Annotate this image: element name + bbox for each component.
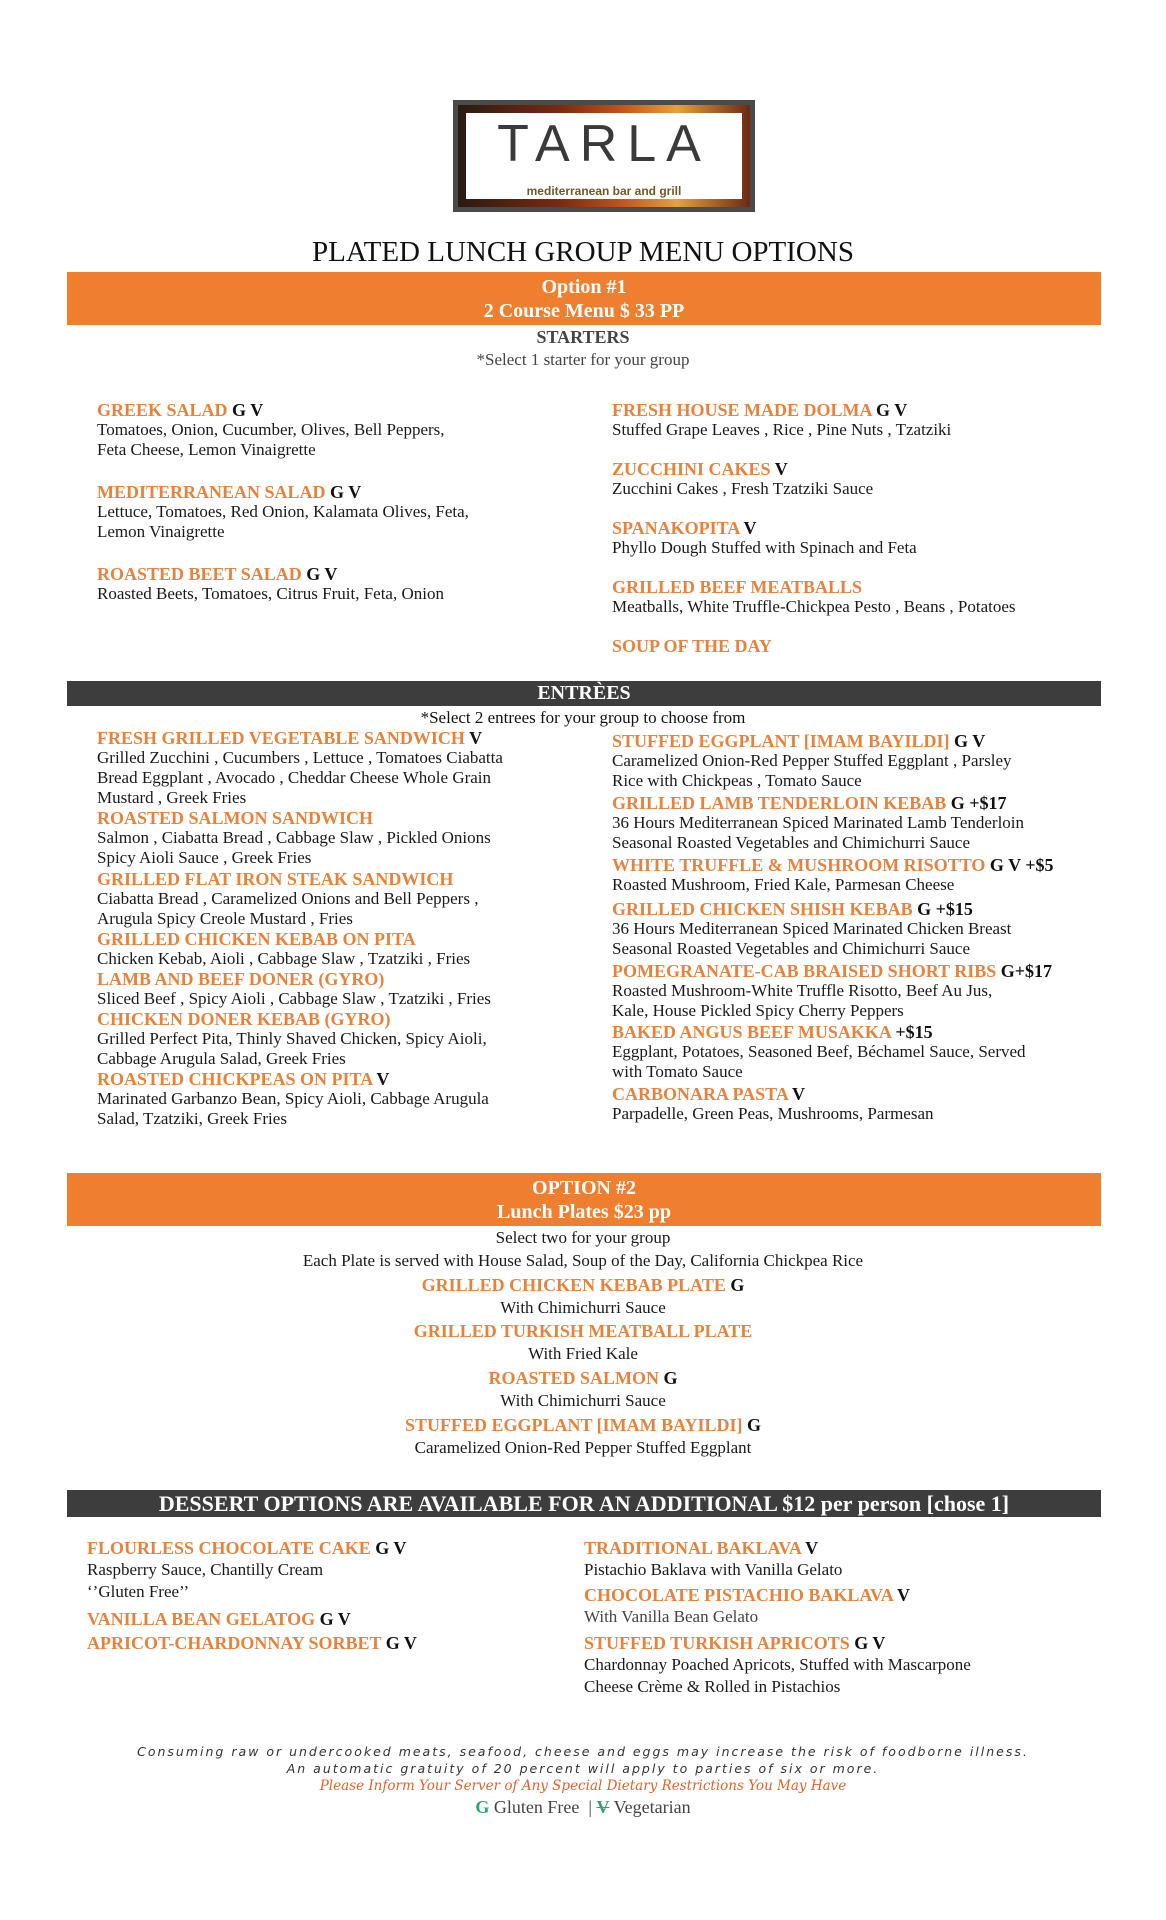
item-desc: Kale, House Pickled Spicy Cherry Peppers <box>612 1001 904 1020</box>
item-name: GRILLED TURKISH MEATBALL PLATE <box>413 1321 753 1341</box>
item-name: GRILLED CHICKEN KEBAB PLATE <box>421 1275 726 1295</box>
item-name: MEDITERRANEAN SALAD <box>97 482 326 502</box>
dietary-tags: G V <box>319 1609 351 1629</box>
item-desc: Caramelized Onion-Red Pepper Stuffed Eggplant <box>414 1438 752 1457</box>
item-desc: Eggplant, Potatoes, Seasoned Beef, Béchamel Sauce, Served <box>612 1042 1026 1061</box>
option2-band <box>67 1173 1101 1226</box>
option1-heading: Option #1 <box>541 276 627 298</box>
item-name: ROASTED SALMON <box>488 1368 659 1388</box>
entree-chickpeas-pita <box>97 1069 489 1129</box>
footer-gratuity: An automatic gratuity of 20 percent will apply to parties of six or more. <box>286 1761 880 1776</box>
item-desc: Ciabatta Bread , Caramelized Onions and Bell Peppers , <box>97 889 479 908</box>
item-desc: Meatballs, White Truffle-Chickpea Pesto , Beans , Potatoes <box>612 597 1016 616</box>
item-name: VANILLA BEAN GELATOG <box>87 1609 316 1629</box>
item-name: ZUCCHINI CAKES <box>612 459 771 479</box>
page-title: PLATED LUNCH GROUP MENU OPTIONS <box>312 236 854 268</box>
starter-dolma <box>612 400 951 440</box>
dietary-tags: V <box>743 518 757 538</box>
restaurant-logo <box>453 100 755 212</box>
dietary-legend <box>0 1797 1166 1818</box>
plate-stuffed-eggplant <box>0 1414 1166 1459</box>
dietary-tags: G +$15 <box>917 899 973 919</box>
vegetarian-icon: V <box>596 1797 610 1817</box>
item-desc: With Fried Kale <box>528 1344 638 1363</box>
option2-subheading: Lunch Plates $23 pp <box>497 1201 671 1223</box>
item-name: WHITE TRUFFLE & MUSHROOM RISOTTO <box>612 855 986 875</box>
dietary-tags: G+$17 <box>1000 961 1053 981</box>
item-desc: Roasted Mushroom, Fried Kale, Parmesan Cheese <box>612 875 955 894</box>
item-desc: Grilled Zucchini , Cucumbers , Lettuce , Tomatoes Ciabatta <box>97 748 503 767</box>
item-desc: With Vanilla Bean Gelato <box>584 1607 759 1626</box>
item-desc: Cheese Crème & Rolled in Pistachios <box>584 1677 841 1696</box>
entree-chicken-doner <box>97 1009 487 1069</box>
starter-zucchini-cakes <box>612 459 873 499</box>
item-name: FLOURLESS CHOCOLATE CAKE <box>87 1538 371 1558</box>
item-name: BAKED ANGUS BEEF MUSAKKA <box>612 1022 891 1042</box>
item-desc: Feta Cheese, Lemon Vinaigrette <box>97 440 316 459</box>
item-name: GRILLED LAMB TENDERLOIN KEBAB <box>612 793 947 813</box>
item-desc: Bread Eggplant , Avocado , Cheddar Cheese Whole Grain <box>97 768 492 787</box>
item-desc: Grilled Perfect Pita, Thinly Shaved Chicken, Spicy Aioli, <box>97 1029 487 1048</box>
dietary-tags: G V <box>330 482 362 502</box>
starter-spanakopita <box>612 518 917 558</box>
item-name: GREEK SALAD <box>97 400 228 420</box>
item-desc: Lemon Vinaigrette <box>97 522 225 541</box>
plate-turkish-meatball <box>0 1320 1166 1365</box>
item-name: APRICOT-CHARDONNAY SORBET <box>87 1633 382 1653</box>
dietary-tags: G <box>730 1275 745 1295</box>
dietary-tags: V <box>805 1538 819 1558</box>
dessert-apricot-sorbet <box>87 1633 417 1653</box>
item-name: CHICKEN DONER KEBAB (GYRO) <box>97 1009 391 1029</box>
dietary-tags: V <box>774 459 788 479</box>
item-name: GRILLED BEEF MEATBALLS <box>612 577 863 597</box>
plate-chicken-kebab <box>0 1274 1166 1319</box>
entrees-note: *Select 2 entrees for your group to choose from <box>420 708 746 727</box>
item-name: LAMB AND BEEF DONER (GYRO) <box>97 969 385 989</box>
entree-lamb-tenderloin <box>612 793 1024 853</box>
logo-subtitle: mediterranean bar and grill <box>526 184 682 198</box>
starter-soup-of-the-day <box>612 636 772 656</box>
entree-carbonara <box>612 1084 934 1124</box>
dietary-tags: G V <box>385 1633 417 1653</box>
dietary-tags: G V <box>876 400 908 420</box>
footer-dietary-note: Please Inform Your Server of Any Special Dietary Restrictions You May Have <box>319 1778 847 1794</box>
dietary-tags: G +$17 <box>950 793 1007 813</box>
entree-stuffed-eggplant <box>612 731 1012 791</box>
item-desc: Caramelized Onion-Red Pepper Stuffed Eggplant , Parsley <box>612 751 1012 770</box>
item-name: CHOCOLATE PISTACHIO BAKLAVA <box>584 1585 893 1605</box>
logo-inner <box>466 113 742 199</box>
item-desc: Rice with Chickpeas , Tomato Sauce <box>612 771 862 790</box>
option1-band <box>67 272 1101 325</box>
legend-separator: | <box>588 1797 592 1817</box>
dietary-tags: G V +$5 <box>989 855 1054 875</box>
dessert-turkish-apricots <box>584 1633 971 1697</box>
item-desc: 36 Hours Mediterranean Spiced Marinated Chicken Breast <box>612 919 1012 938</box>
item-desc: 36 Hours Mediterranean Spiced Marinated Lamb Tenderloin <box>612 813 1025 832</box>
option2-note1: Select two for your group <box>495 1228 671 1247</box>
dietary-tags: G <box>747 1415 762 1435</box>
dietary-tags: G V <box>854 1633 886 1653</box>
entrees-label: ENTRÈES <box>67 681 1101 706</box>
option1-subheading: 2 Course Menu $ 33 PP <box>483 300 685 322</box>
option2-heading: OPTION #2 <box>532 1177 636 1199</box>
dietary-tags: +$15 <box>895 1022 933 1042</box>
item-name: STUFFED TURKISH APRICOTS <box>584 1633 850 1653</box>
footer-disclaimer: Consuming raw or undercooked meats, seafood, cheese and eggs may increase the risk of foodborne illness. <box>137 1744 1029 1759</box>
item-name: ROASTED CHICKPEAS ON PITA <box>97 1069 373 1089</box>
dietary-tags: G V <box>306 564 338 584</box>
item-desc: ‘’Gluten Free’’ <box>87 1582 190 1601</box>
item-name: STUFFED EGGPLANT [IMAM BAYILDI] <box>612 731 950 751</box>
item-desc: Seasonal Roasted Vegetables and Chimichurri Sauce <box>612 939 971 958</box>
item-desc: Pistachio Baklava with Vanilla Gelato <box>584 1560 843 1579</box>
item-desc: Salmon , Ciabatta Bread , Cabbage Slaw , Pickled Onions <box>97 828 491 847</box>
item-desc: Marinated Garbanzo Bean, Spicy Aioli, Cabbage Arugula <box>97 1089 489 1108</box>
entree-steak-sandwich <box>97 869 478 929</box>
item-name: FRESH HOUSE MADE DOLMA <box>612 400 872 420</box>
dietary-tags: G V <box>232 400 264 420</box>
item-desc: Chicken Kebab, Aioli , Cabbage Slaw , Tzatziki , Fries <box>97 949 471 968</box>
item-desc: Chardonnay Poached Apricots, Stuffed with Mascarpone <box>584 1655 971 1674</box>
item-desc: With Chimichurri Sauce <box>500 1298 666 1317</box>
entree-musakka <box>612 1022 1026 1082</box>
item-desc: Spicy Aioli Sauce , Greek Fries <box>97 848 312 867</box>
item-name: GRILLED CHICKEN SHISH KEBAB <box>612 899 913 919</box>
item-desc: Mustard , Greek Fries <box>97 788 247 807</box>
item-name: STUFFED EGGPLANT [IMAM BAYILDI] <box>404 1415 743 1435</box>
item-desc: Roasted Mushroom-White Truffle Risotto, Beef Au Jus, <box>612 981 993 1000</box>
dessert-baklava <box>584 1538 842 1582</box>
starters-label: STARTERS <box>536 327 630 347</box>
item-desc: Seasonal Roasted Vegetables and Chimichurri Sauce <box>612 833 971 852</box>
legend-vegetarian: Vegetarian <box>613 1797 691 1817</box>
item-name: CARBONARA PASTA <box>612 1084 788 1104</box>
item-desc: with Tomato Sauce <box>612 1062 743 1081</box>
dietary-tags: V <box>792 1084 806 1104</box>
item-name: SPANAKOPITA <box>612 518 740 538</box>
starter-beef-meatballs <box>612 577 1016 617</box>
gluten-free-icon: G <box>475 1797 490 1817</box>
entree-truffle-risotto <box>612 855 1054 895</box>
entree-lamb-beef-doner <box>97 969 491 1009</box>
dietary-tags: G V <box>954 731 986 751</box>
item-desc: Zucchini Cakes , Fresh Tzatziki Sauce <box>612 479 874 498</box>
item-name: POMEGRANATE-CAB BRAISED SHORT RIBS <box>612 961 997 981</box>
dietary-tags: V <box>376 1069 390 1089</box>
item-name: GRILLED CHICKEN KEBAB ON PITA <box>97 929 416 949</box>
item-desc: Cabbage Arugula Salad, Greek Fries <box>97 1049 346 1068</box>
dessert-vanilla-gelato <box>87 1609 351 1629</box>
dietary-tags: V <box>469 728 483 748</box>
item-desc: Parpadelle, Green Peas, Mushrooms, Parmesan <box>612 1104 934 1123</box>
item-name: ROASTED BEET SALAD <box>97 564 302 584</box>
dessert-heading: DESSERT OPTIONS ARE AVAILABLE FOR AN ADDITIONAL $12 per person [chose 1] <box>67 1490 1101 1517</box>
item-name: TRADITIONAL BAKLAVA <box>584 1538 801 1558</box>
logo-wordmark: TARLA <box>497 115 711 173</box>
dietary-tags: V <box>896 1585 910 1605</box>
item-name: SOUP OF THE DAY <box>612 636 772 656</box>
plate-roasted-salmon <box>0 1367 1166 1412</box>
dietary-tags: G V <box>375 1538 407 1558</box>
item-desc: Arugula Spicy Creole Mustard , Fries <box>97 909 353 928</box>
dessert-chocolate-cake <box>87 1538 406 1602</box>
item-desc: Tomatoes, Onion, Cucumber, Olives, Bell Peppers, <box>97 420 445 439</box>
starter-mediterranean-salad <box>97 482 469 542</box>
entree-salmon-sandwich <box>97 808 491 868</box>
legend-gluten-free: Gluten Free <box>493 1797 580 1817</box>
item-name: ROASTED SALMON SANDWICH <box>97 808 374 828</box>
item-desc: Raspberry Sauce, Chantilly Cream <box>87 1560 324 1579</box>
dessert-chocolate-baklava <box>584 1585 910 1629</box>
item-desc: Lettuce, Tomatoes, Red Onion, Kalamata Olives, Feta, <box>97 502 469 521</box>
item-name: FRESH GRILLED VEGETABLE SANDWICH <box>97 728 465 748</box>
entree-vegetable-sandwich <box>97 728 503 808</box>
item-desc: Salad, Tzatziki, Greek Fries <box>97 1109 287 1128</box>
starter-roasted-beet-salad <box>97 564 444 604</box>
dietary-tags: G <box>663 1368 678 1388</box>
entree-short-ribs <box>612 961 1052 1021</box>
entree-chicken-shish <box>612 899 1011 959</box>
starters-note: *Select 1 starter for your group <box>476 350 690 369</box>
item-desc: Sliced Beef , Spicy Aioli , Cabbage Slaw , Tzatziki , Fries <box>97 989 491 1008</box>
starter-greek-salad <box>97 400 445 460</box>
item-desc: Roasted Beets, Tomatoes, Citrus Fruit, Feta, Onion <box>97 584 444 603</box>
item-desc: With Chimichurri Sauce <box>500 1391 666 1410</box>
item-desc: Stuffed Grape Leaves , Rice , Pine Nuts , Tzatziki <box>612 420 952 439</box>
item-name: GRILLED FLAT IRON STEAK SANDWICH <box>97 869 454 889</box>
entree-chicken-kebab-pita <box>97 929 470 969</box>
item-desc: Phyllo Dough Stuffed with Spinach and Feta <box>612 538 917 557</box>
option2-note2: Each Plate is served with House Salad, Soup of the Day, California Chickpea Rice <box>302 1251 864 1270</box>
